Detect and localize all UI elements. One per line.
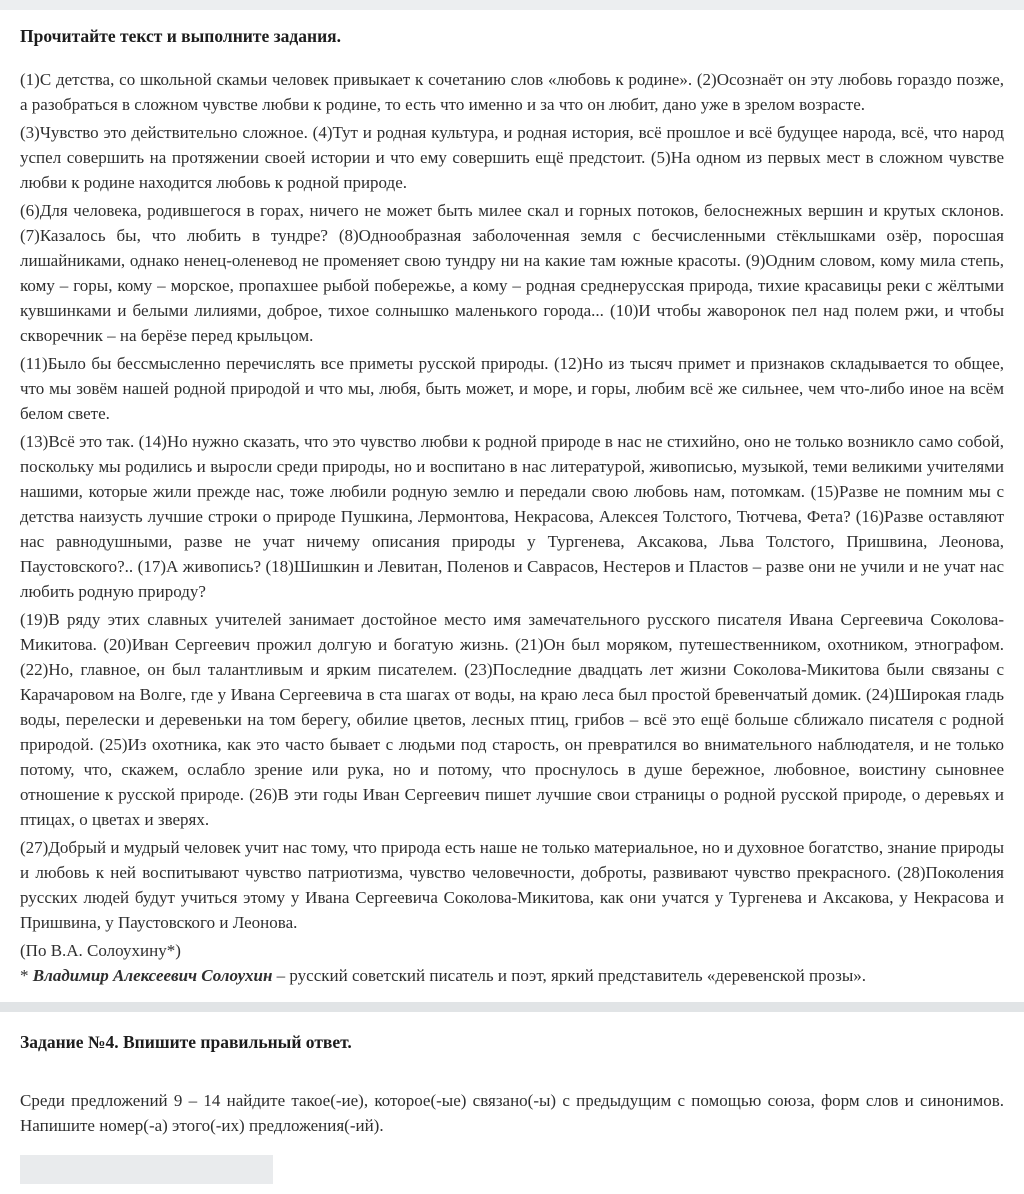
reading-section xyxy=(0,10,1024,988)
text-paragraph-5: (13)Всё это так. (14)Но нужно сказать, что это чувство любви к родной природе в нас не стихийно, оно не только возникло само собой, поскольку мы родились и выросли среди природы, но и воспитано в нас литературой, живописью, музыкой, теми великими учителями нашими, которые жили прежде нас, тоже любили родную землю и передали свою любовь нам, потомкам. (15)Разве не помним мы с детства наизусть лучшие строки о природе Пушкина, Лермонтова, Некрасова, Алексея Толстого, Тютчева, Фета? (16)Разве оставляют нас равнодушными, разве не учат ничему описания природы у Тургенева, Аксакова, Льва Толстого, Пришвина, Леонова, Паустовского?.. (17)А живопись? (18)Шишкин и Левитан, Поленов и Саврасов, Нестеров и Пластов – разве они не учили и не учат нас любить родную природу? xyxy=(20,432,1004,601)
attribution: (По В.А. Солоухину*) xyxy=(20,941,181,960)
section-divider xyxy=(0,1002,1024,1012)
text-paragraph-3: (6)Для человека, родившегося в горах, ничего не может быть милее скал и горных потоков, белоснежных вершин и крутых склонов. (7)Казалось бы, что любить в тундре? (8)Однообразная заболоченная земля с бесчисленными стёклышками озёр, поросшая лишайниками, однако ненец-оленевод не променяет свою тундру ни на какие там южные красоты. (9)Одним словом, кому мила степь, кому – горы, кому – морское, пропахшее рыбой побережье, а кому – родная среднерусская природа, тихие красавицы реки с жёлтыми кувшинками и белыми лилиями, доброе, тихое солнышко маленького города... (10)И чтобы жаворонок пел над полем ржи, и чтобы скворечник – на берёзе перед крыльцом. xyxy=(20,201,1004,345)
footnote-author: Владимир Алексеевич Солоухин xyxy=(32,966,273,985)
text-paragraph-7: (27)Добрый и мудрый человек учит нас тому, что природа есть наше не только материальное, но и духовное богатство, знание природы и любовь к ней воспитывают чувство патриотизма, чувство человечности, доброты, развивают чувство прекрасного. (28)Поколения русских людей будут учиться этому у Ивана Сергеевича Соколова-Микитова, как они учатся у Тургенева и Аксакова, у Некрасова и Пришвина, у Паустовского и Леонова. xyxy=(20,838,1004,932)
task-description: Среди предложений 9 – 14 найдите такое(-ие), которое(-ые) связано(-ы) с предыдущим с помощью союза, форм слов и синонимов. Напишите номер(-а) этого(-их) предложения(-ий). xyxy=(20,1091,1004,1135)
footnote-marker: * xyxy=(20,966,33,985)
task-heading: Задание №4. Впишите правильный ответ. xyxy=(20,1032,352,1052)
footnote xyxy=(20,963,1004,988)
text-paragraph-6: (19)В ряду этих славных учителей занимает достойное место имя замечательного русского писателя Ивана Сергеевича Соколова-Микитова. (20)Иван Сергеевич прожил долгую и богатую жизнь. (21)Он был моряком, путешественником, охотником, этнографом. (22)Но, главное, он был талантливым и ярким писателем. (23)Последние двадцать лет жизни Соколова-Микитова были связаны с Карачаровом на Волге, где у Ивана Сергеевича в ста шагах от воды, на краю леса был простой бревенчатый домик. (24)Широкая гладь воды, перелески и деревеньки на том берегу, обилие цветов, лесных птиц, грибов – всё это ещё больше сближало писателя с родной природой. (25)Из охотника, как это часто бывает с людьми под старость, он превратился во внимательного наблюдателя, и не только потому, что, скажем, ослабло зрение или рука, но и потому, что проснулось в душе бережное, любовное, воистину сыновнее отношение к русской природе. (26)В эти годы Иван Сергеевич пишет лучшие свои страницы о родной русской природе, о деревьях и птицах, о цветах и зверях. xyxy=(20,610,1004,829)
text-paragraph-1: (1)С детства, со школьной скамьи человек привыкает к сочетанию слов «любовь к родине». (2)Осознаёт он эту любовь гораздо позже, а разобраться в сложном чувстве любви к родине, то есть что именно и за что он любит, дано уже в зрелом возрасте. xyxy=(20,70,1004,114)
text-paragraph-2: (3)Чувство это действительно сложное. (4)Тут и родная культура, и родная история, всё прошлое и всё будущее народа, всё, что народ успел совершить на протяжении своей истории и что ему совершить ещё предстоит. (5)На одном из первых мест в сложном чувстве любви к родине находится любовь к родной природе. xyxy=(20,123,1004,192)
text-paragraph-4: (11)Было бы бессмысленно перечислять все приметы русской природы. (12)Но из тысяч примет и признаков складывается то общее, что мы зовём нашей родной природой и что мы, любя, быть может, и море, и горы, любим всё же сильнее, чем что-либо иное на всём белом свете. xyxy=(20,354,1004,423)
answer-input[interactable] xyxy=(20,1155,273,1184)
top-strip xyxy=(0,0,1024,10)
task-section xyxy=(0,1012,1024,1184)
footnote-text: – русский советский писатель и поэт, яркий представитель «деревенской прозы». xyxy=(272,966,866,985)
instruction-heading: Прочитайте текст и выполните задания. xyxy=(20,26,342,46)
